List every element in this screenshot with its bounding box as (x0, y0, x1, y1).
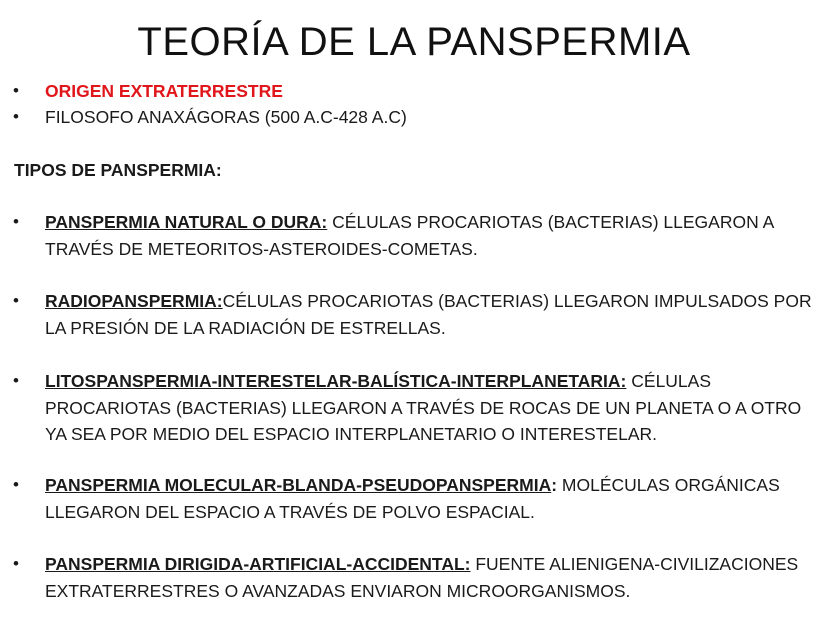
type-label: PANSPERMIA MOLECULAR-BLANDA-PSEUDOPANSPERMIA (45, 475, 552, 495)
type-label: PANSPERMIA NATURAL O DURA: (45, 212, 328, 232)
bullet-icon: • (13, 81, 19, 100)
type-label-suffix: : (551, 475, 558, 495)
type-item-litos (45, 368, 820, 448)
type-label: PANSPERMIA DIRIGIDA-ARTIFICIAL-ACCIDENTAL: (45, 554, 471, 574)
type-description: MOLÉCULAS ORGÁNICAS LLEGARON DEL ESPACIO A TRAVÉS DE POLVO ESPACIAL. (45, 475, 780, 522)
bullet-icon: • (13, 554, 19, 573)
slide-title: TEORÍA DE LA PANSPERMIA (137, 20, 691, 64)
type-label: LITOSPANSPERMIA-INTERESTELAR-BALÍSTICA-INTERPLANETARIA: (45, 371, 627, 391)
bullet-icon: • (13, 291, 19, 310)
bullet-icon: • (13, 475, 19, 494)
type-label: RADIOPANSPERMIA: (45, 291, 223, 311)
bullet-icon: • (13, 212, 19, 231)
type-item-radio (45, 288, 820, 341)
type-item-molecular (45, 472, 820, 525)
intro-item-origin: ORIGEN EXTRATERRESTRE (45, 81, 283, 101)
type-item-natural (45, 209, 820, 262)
types-heading: TIPOS DE PANSPERMIA: (14, 160, 222, 180)
type-description: CÉLULAS PROCARIOTAS (BACTERIAS) LLEGARON IMPULSADOS POR LA PRESIÓN DE LA RADIACIÓN DE ESTRELLAS. (45, 291, 812, 338)
bullet-icon: • (13, 107, 19, 126)
type-description: CÉLULAS PROCARIOTAS (BACTERIAS) LLEGARON A TRAVÉS DE ROCAS DE UN PLANETA O A OTRO YA SEA POR MEDIO DEL ESPACIO INTERPLANETARIO O INTERESTELAR. (45, 371, 802, 444)
type-description: FUENTE ALIENIGENA-CIVILIZACIONES EXTRATERRESTRES O AVANZADAS ENVIARON MICROORGANISMOS. (45, 554, 799, 601)
bullet-icon: • (13, 371, 19, 390)
type-item-dirigida (45, 551, 820, 604)
type-description: CÉLULAS PROCARIOTAS (BACTERIAS) LLEGARON A TRAVÉS DE METEORITOS-ASTEROIDES-COMETAS. (45, 212, 774, 259)
intro-item-philosopher: FILOSOFO ANAXÁGORAS (500 A.C-428 A.C) (45, 107, 407, 127)
